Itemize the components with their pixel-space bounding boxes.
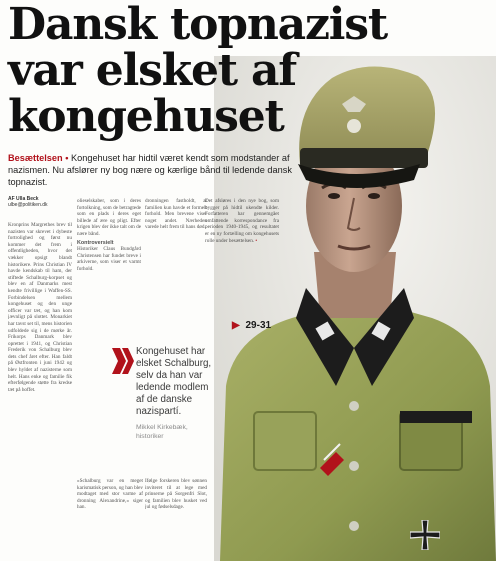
body-column-3-lower (145, 478, 207, 557)
column-text: olieselskaber, som i deres fortolkning, som de betragtede som en plads i deres eget billede af ære og pligt. Efter krigen blev der ikke talt om de nære bånd. (77, 198, 141, 237)
column-text: Ifølge forskeren blev sønnen inviteret til at lege med prinserne på Sorgenfri Slot, og familien blev husket ved jul og fødselsdage. (145, 478, 207, 511)
column-text: Det afsløres i den nye bog, som bygger på hidtil ukendte kilder. Forfatteren har gennemgået omfattende korrespondance fra perioden 1940-1945, og resultatet er en ny fortælling om kongehusets rolle under besættelsen. (205, 198, 279, 244)
subheading: Kontroversielt (77, 239, 114, 246)
arrow-right-icon: ▶ (232, 320, 240, 331)
body-column-3 (145, 198, 207, 333)
double-chevron-quote-icon (110, 346, 136, 376)
iron-cross-icon (410, 520, 440, 550)
page-reference-number: 29-31 (245, 320, 272, 331)
headline-line-1: Dansk topnazist (8, 0, 387, 50)
quote-source: Mikkel Kirkebæk, historiker (136, 424, 188, 440)
headline-line-3: kongehuset (8, 91, 284, 142)
column-bullet: • (255, 237, 258, 244)
page-reference[interactable] (232, 320, 271, 331)
body-column-2 (77, 198, 141, 333)
column-text: Historiker Claus Bundgård Christensen har fundet breve i arkiverne, som viser et varmt forhold. (77, 246, 141, 272)
lead-bullet: • (65, 153, 69, 163)
lead-text: Kongehuset har hidtil været kendt som modstander af nazismen. Nu afslører ny bog nære og kærlige bånd til ledende dansk topnazist. (8, 153, 292, 187)
lead-paragraph (8, 152, 308, 188)
column-text: »Schalburg var en meget karismatisk person, og han blev modtaget med stor varme af dronning Alexandrine,« siger han. (77, 478, 143, 511)
pull-quote (110, 346, 212, 441)
byline-email: ulbe@politiken.dk (8, 202, 48, 208)
body-column-2-lower (77, 478, 143, 557)
column-text: Kronprins Margrethes brev til nazisten var skrevet i dybeste fortrolighed og først nu kommer det frem i offentligheden, hvor det vækker opsigt blandt historikere. Prins Christian IV havde kendskab til ham, der stiftede Schalburg-korpset og blev en af Danmarks mest kendte frivillige i Waffen-SS. Forbindelsen mellem kongehuset og den unge officer var tæt, og han kom jævnligt på slottet. Monarkiet har tavst set til, mens historien udfoldede sig i de mørke år. Frikorps Danmark blev oprettet i 1941, og Christian Frederik von Schalburg blev dets chef året efter. Han faldt på Østfronten i juni 1942 og blev hyldet af nazisterne som helt. Hans enke og familie fik efterfølgende støtte fra kredse tæt på hoffet. (8, 222, 72, 393)
body-column-1 (8, 222, 72, 557)
quote-text: Kongehuset har elsket Schalburg, selv da han var ledende modlem af de danske nazispartí. (136, 346, 212, 417)
body-column-4 (205, 198, 279, 308)
byline-name: AF Ulla Beck (8, 196, 39, 202)
lead-kicker: Besættelsen (8, 153, 63, 163)
byline (8, 196, 68, 208)
column-text: dronningen fastholdt, at familien kun havde et formelt forhold. Men brevene viser noget andet. Nærheden varede helt frem til hans død. (145, 198, 207, 231)
headline (8, 2, 388, 140)
headline-line-2: var elsket af (8, 45, 297, 96)
